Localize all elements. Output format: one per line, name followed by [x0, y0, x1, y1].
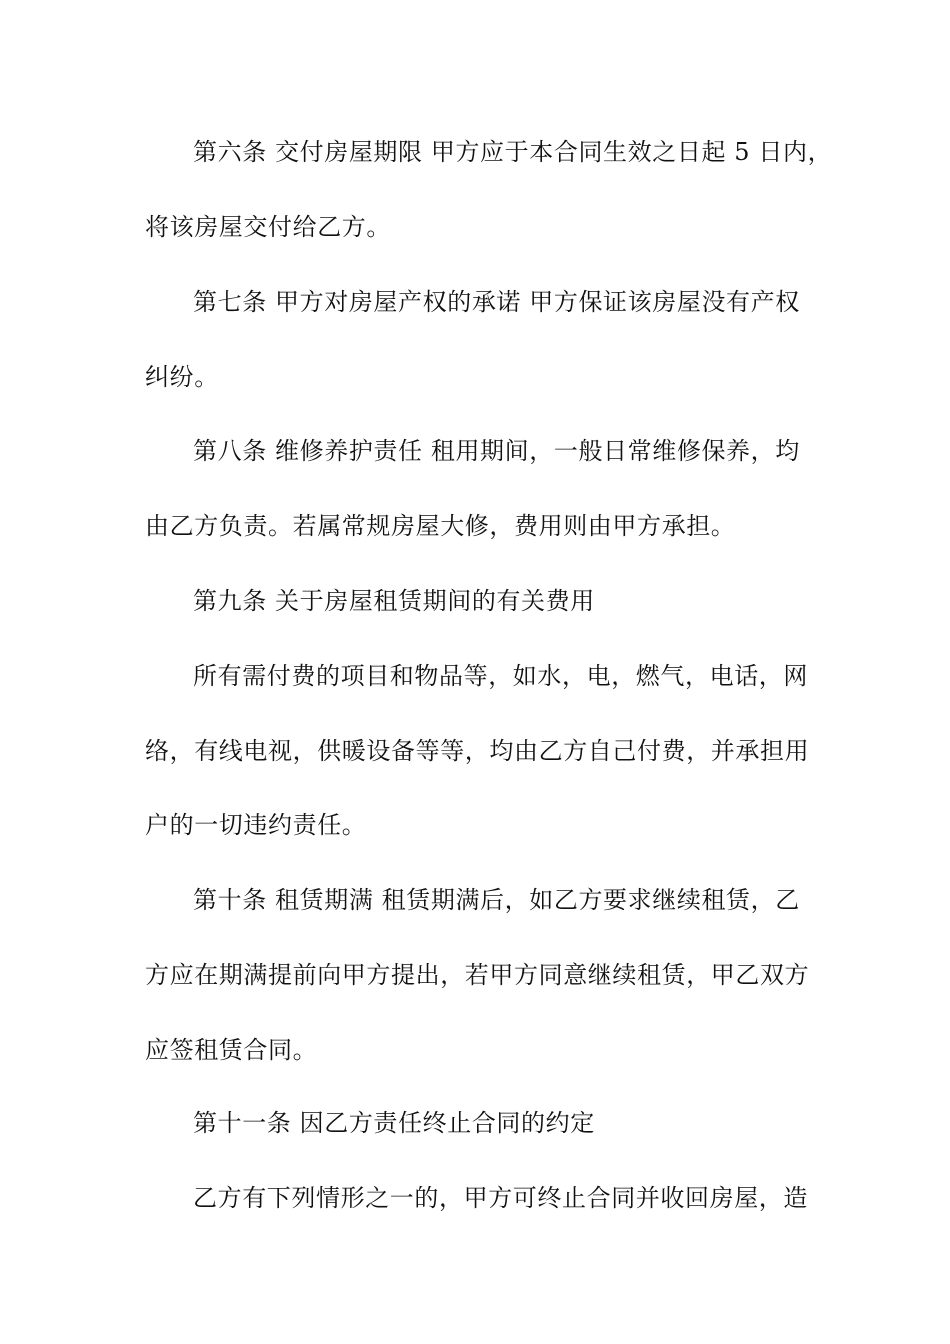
clause-10-line-2: 方应在期满提前向甲方提出，若甲方同意继续租赁，甲乙双方 — [145, 961, 810, 989]
clause-10-line-1: 第十条 租赁期满 租赁期满后，如乙方要求继续租赁，乙 — [193, 886, 800, 914]
clause-9-heading: 第九条 关于房屋租赁期间的有关费用 — [193, 587, 595, 615]
clause-8-line-2: 由乙方负责。若属常规房屋大修，费用则由甲方承担。 — [145, 512, 736, 540]
clause-8-line-1: 第八条 维修养护责任 租用期间，一般日常维修保养，均 — [193, 437, 800, 465]
clause-7-line-2: 纠纷。 — [145, 363, 219, 391]
clause-9-line-2: 络，有线电视，供暖设备等等，均由乙方自己付费，并承担用 — [145, 737, 810, 765]
clause-9-line-1: 所有需付费的项目和物品等，如水，电，燃气，电话，网 — [193, 662, 808, 690]
clause-11-line-1: 乙方有下列情形之一的，甲方可终止合同并收回房屋，造 — [193, 1184, 808, 1212]
clause-11-heading: 第十一条 因乙方责任终止合同的约定 — [193, 1109, 595, 1137]
clause-9-line-3: 户的一切违约责任。 — [145, 811, 367, 839]
clause-7-line-1: 第七条 甲方对房屋产权的承诺 甲方保证该房屋没有产权 — [193, 288, 800, 316]
clause-6-line-2: 将该房屋交付给乙方。 — [145, 213, 391, 241]
clause-10-line-3: 应签租赁合同。 — [145, 1036, 318, 1064]
clause-6-line-1: 第六条 交付房屋期限 甲方应于本合同生效之日起 5 日内， — [193, 138, 833, 166]
